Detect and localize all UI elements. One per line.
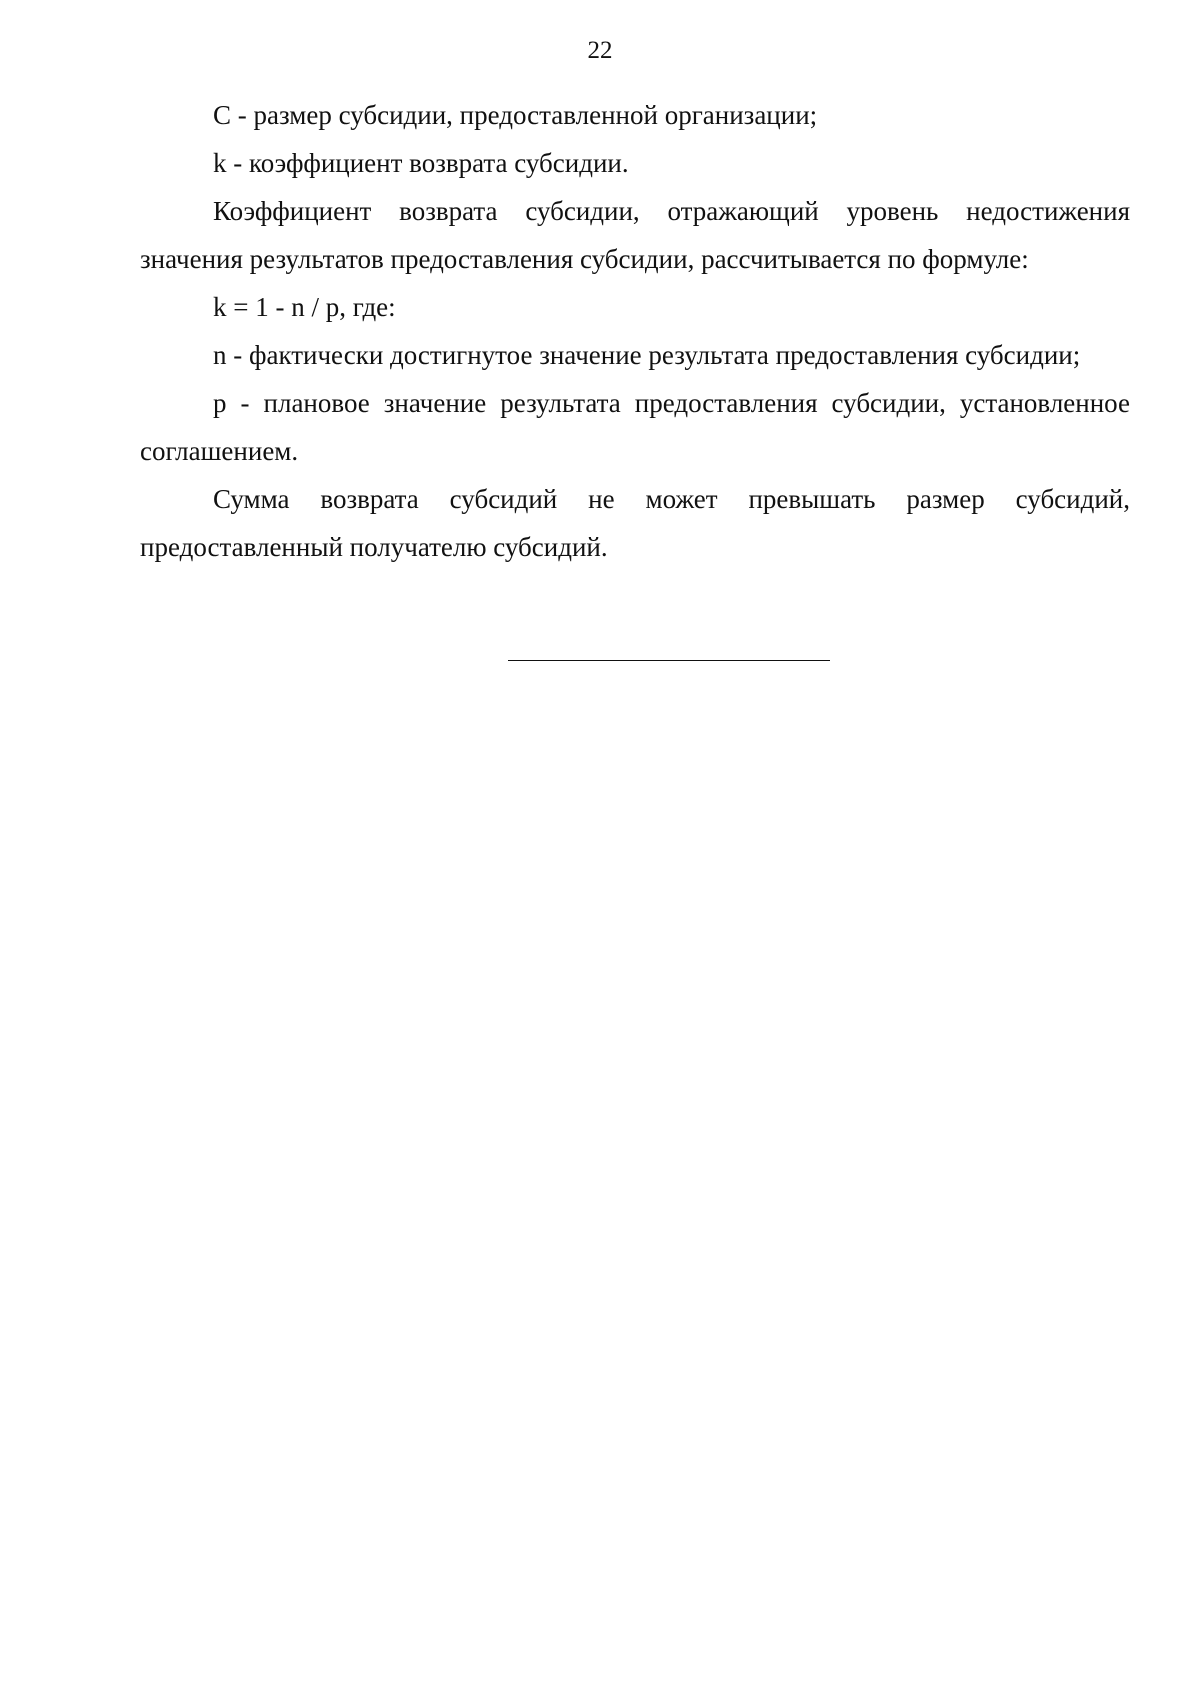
page-number: 22: [587, 37, 613, 64]
document-body: [140, 91, 1130, 571]
definition-c: С - размер субсидии, предоставленной организации;: [213, 100, 818, 130]
refund-limit-paragraph: Сумма возврата субсидий не может превышать размер субсидий, предоставленный получателю субсидий.: [140, 484, 1130, 562]
definition-p: p - плановое значение результата предоставления субсидии, установленное соглашением.: [140, 388, 1130, 466]
closing-divider: [508, 660, 830, 661]
definition-n: n - фактически достигнутое значение результата предоставления субсидии;: [213, 340, 1081, 370]
coefficient-description: Коэффициент возврата субсидии, отражающий уровень недостижения значения результатов предоставления субсидии, рассчитывается по формуле:: [140, 196, 1130, 274]
definition-k: k - коэффициент возврата субсидии.: [213, 148, 629, 178]
formula: k = 1 - n / p, где:: [213, 292, 396, 322]
